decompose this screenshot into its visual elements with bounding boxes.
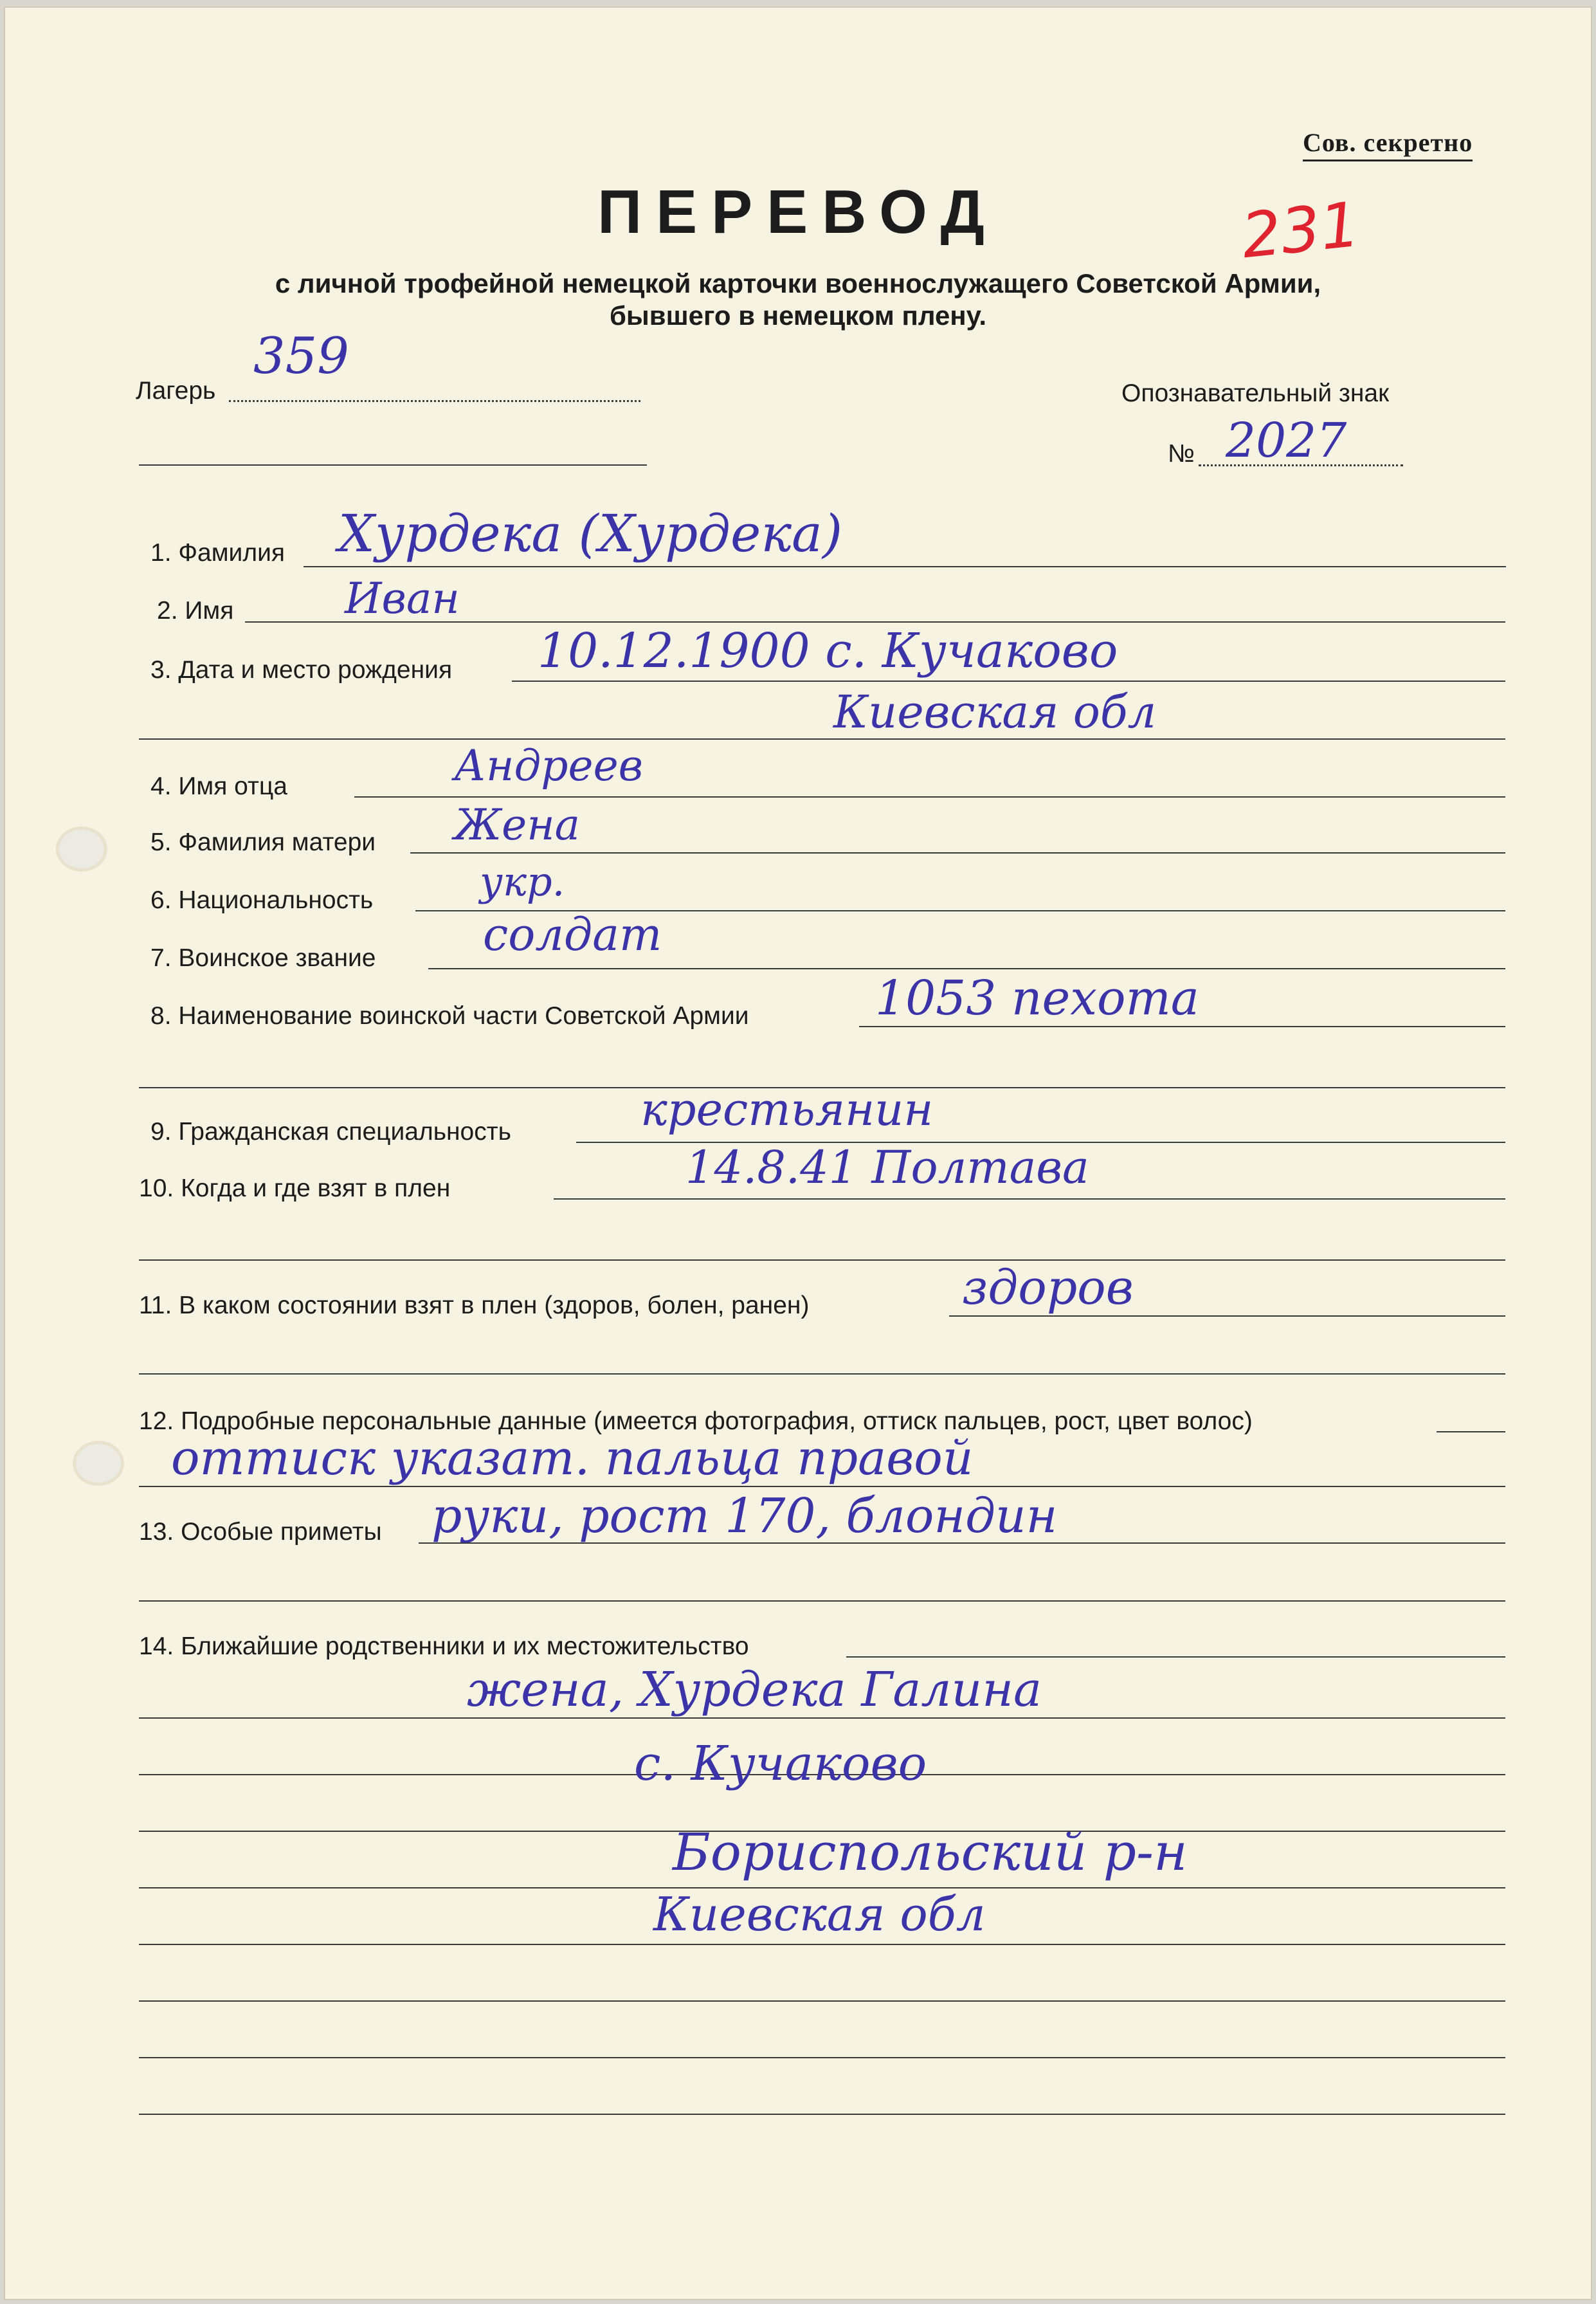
field-7-line bbox=[428, 968, 1505, 969]
field-11-label: 11. В каком состоянии взят в плен (здоров, болен, ранен) bbox=[139, 1292, 810, 1319]
field-3-value2: Киевская обл bbox=[833, 686, 1157, 738]
field-12-value: оттиск указат. пальца правой bbox=[171, 1431, 974, 1486]
field-2-label: 2. Имя bbox=[157, 597, 234, 625]
field-1-value: Хурдека (Хурдека) bbox=[338, 504, 843, 563]
field-9-value: крестьянин bbox=[640, 1083, 934, 1136]
field-14-line6 bbox=[139, 1944, 1505, 1945]
document-subtitle-line2: бывшего в немецком плену. bbox=[609, 300, 987, 331]
field-14-line bbox=[846, 1656, 1505, 1658]
field-4-value: Андреев bbox=[454, 741, 644, 791]
field-11-line2 bbox=[139, 1373, 1505, 1375]
field-14-label: 14. Ближайшие родственники и их местожительство bbox=[139, 1632, 749, 1660]
field-1-label: 1. Фамилия bbox=[150, 539, 285, 567]
field-5-value: Жена bbox=[454, 800, 581, 850]
field-10-label: 10. Когда и где взят в плен bbox=[139, 1175, 451, 1202]
field-14-value-line1: жена, Хурдека Галина bbox=[467, 1662, 1042, 1717]
field-6-value: укр. bbox=[480, 858, 565, 905]
document-sheet bbox=[4, 6, 1592, 2300]
field-14-value-line3: Бориспольский р-н bbox=[673, 1822, 1188, 1882]
id-tag-value: 2027 bbox=[1226, 413, 1347, 468]
field-5-label: 5. Фамилия матери bbox=[150, 828, 376, 856]
field-13-value: руки, рост 170, блондин bbox=[431, 1488, 1058, 1544]
field-3-value: 10.12.1900 с. Кучаково bbox=[538, 623, 1118, 679]
field-4-line bbox=[354, 796, 1505, 798]
field-12-line bbox=[1437, 1431, 1505, 1432]
field-1-line bbox=[304, 566, 1506, 567]
id-tag-label: Опознавательный знак bbox=[1121, 379, 1390, 407]
field-10-line2 bbox=[139, 1259, 1505, 1261]
field-8-value: 1053 пехота bbox=[875, 971, 1199, 1026]
id-tag-number-sign: № bbox=[1168, 440, 1195, 468]
punch-hole bbox=[59, 830, 104, 868]
field-14-value-line4: Киевская обл bbox=[653, 1887, 986, 1941]
field-13-label: 13. Особые приметы bbox=[139, 1518, 382, 1546]
field-3-line bbox=[512, 681, 1505, 682]
field-4-label: 4. Имя отца bbox=[150, 773, 287, 800]
field-11-line bbox=[949, 1315, 1505, 1317]
secrecy-stamp: Сов. секретно bbox=[1303, 130, 1473, 161]
field-5-line bbox=[410, 852, 1505, 854]
field-7-value: солдат bbox=[483, 908, 662, 961]
field-14-line2 bbox=[139, 1717, 1505, 1719]
field-7-label: 7. Воинское звание bbox=[150, 944, 376, 972]
handwritten-page-number: 231 bbox=[1238, 188, 1363, 273]
field-11-value: здоров bbox=[962, 1260, 1134, 1315]
field-14-line9 bbox=[139, 2114, 1505, 2115]
field-10-value: 14.8.41 Полтава bbox=[685, 1141, 1089, 1194]
field-3-label: 3. Дата и место рождения bbox=[150, 656, 453, 684]
field-14-line8 bbox=[139, 2057, 1505, 2058]
field-13-line2 bbox=[139, 1600, 1505, 1602]
field-8-line bbox=[859, 1026, 1505, 1027]
document-title: ПЕРЕВОД bbox=[597, 178, 999, 246]
field-12-label: 12. Подробные персональные данные (имеется фотография, оттиск пальцев, рост, цвет волос) bbox=[139, 1407, 1253, 1435]
field-2-value: Иван bbox=[345, 574, 460, 623]
field-10-line bbox=[554, 1198, 1505, 1200]
field-14-value-line2: с. Кучаково bbox=[634, 1736, 927, 1791]
field-12-line2 bbox=[139, 1486, 1505, 1487]
camp-value: 359 bbox=[253, 327, 349, 385]
field-9-label: 9. Гражданская специальность bbox=[150, 1118, 511, 1146]
field-8-label: 8. Наименование воинской части Советской Армии bbox=[150, 1002, 749, 1030]
camp-label: Лагерь bbox=[136, 377, 216, 405]
field-14-line7 bbox=[139, 2000, 1505, 2002]
camp-extra-line bbox=[139, 464, 647, 466]
camp-line bbox=[229, 400, 640, 402]
document-subtitle-line1: с личной трофейной немецкой карточки военнослужащего Советской Армии, bbox=[275, 268, 1321, 298]
punch-hole bbox=[76, 1444, 121, 1483]
field-3-line2 bbox=[139, 738, 1505, 740]
field-6-label: 6. Национальность bbox=[150, 886, 374, 914]
